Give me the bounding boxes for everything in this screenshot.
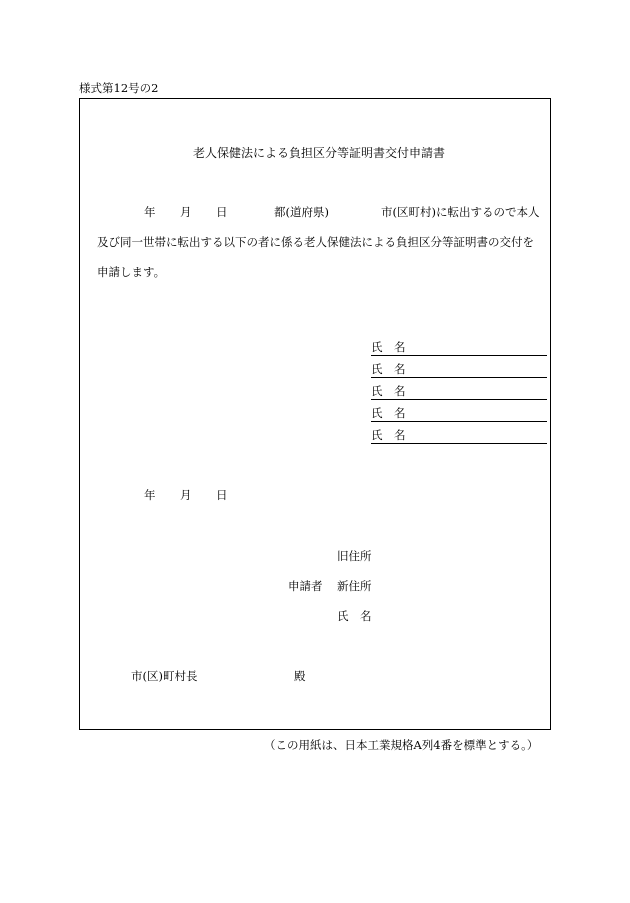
applicant-name-label: 氏 名 — [337, 609, 372, 623]
name-label: 氏 名 — [371, 427, 406, 442]
date-year: 年 — [144, 488, 156, 502]
name-line[interactable] — [371, 361, 547, 378]
body-city-text: 市(区町村)に転出するので本人 — [381, 205, 540, 219]
footnote: （この用紙は、日本工業規格A列4番を標準とする。） — [264, 738, 539, 752]
body-day: 日 — [216, 205, 228, 219]
applicant-label: 申請者 — [288, 579, 323, 593]
form-title: 老人保健法による負担区分等証明書交付申請書 — [193, 146, 446, 160]
name-line[interactable] — [371, 339, 547, 356]
addressee-honorific: 殿 — [294, 669, 306, 683]
name-label: 氏 名 — [371, 405, 406, 420]
body-line-2: 及び同一世帯に転出する以下の者に係る老人保健法による負担区分等証明書の交付を — [97, 235, 534, 249]
name-label: 氏 名 — [371, 361, 406, 376]
date-day: 日 — [216, 488, 228, 502]
name-line[interactable] — [371, 427, 547, 444]
name-label: 氏 名 — [371, 339, 406, 354]
body-year: 年 — [144, 205, 156, 219]
old-address-label: 旧住所 — [337, 549, 372, 563]
name-line[interactable] — [371, 383, 547, 400]
body-line-3: 申請します。 — [97, 265, 166, 279]
name-label: 氏 名 — [371, 383, 406, 398]
name-line[interactable] — [371, 405, 547, 422]
new-address-label: 新住所 — [337, 579, 372, 593]
form-number: 様式第12号の2 — [79, 81, 159, 95]
body-prefecture: 都(道府県) — [274, 205, 329, 219]
date-month: 月 — [180, 488, 192, 502]
addressee-title: 市(区)町村長 — [131, 669, 198, 683]
body-month: 月 — [180, 205, 192, 219]
